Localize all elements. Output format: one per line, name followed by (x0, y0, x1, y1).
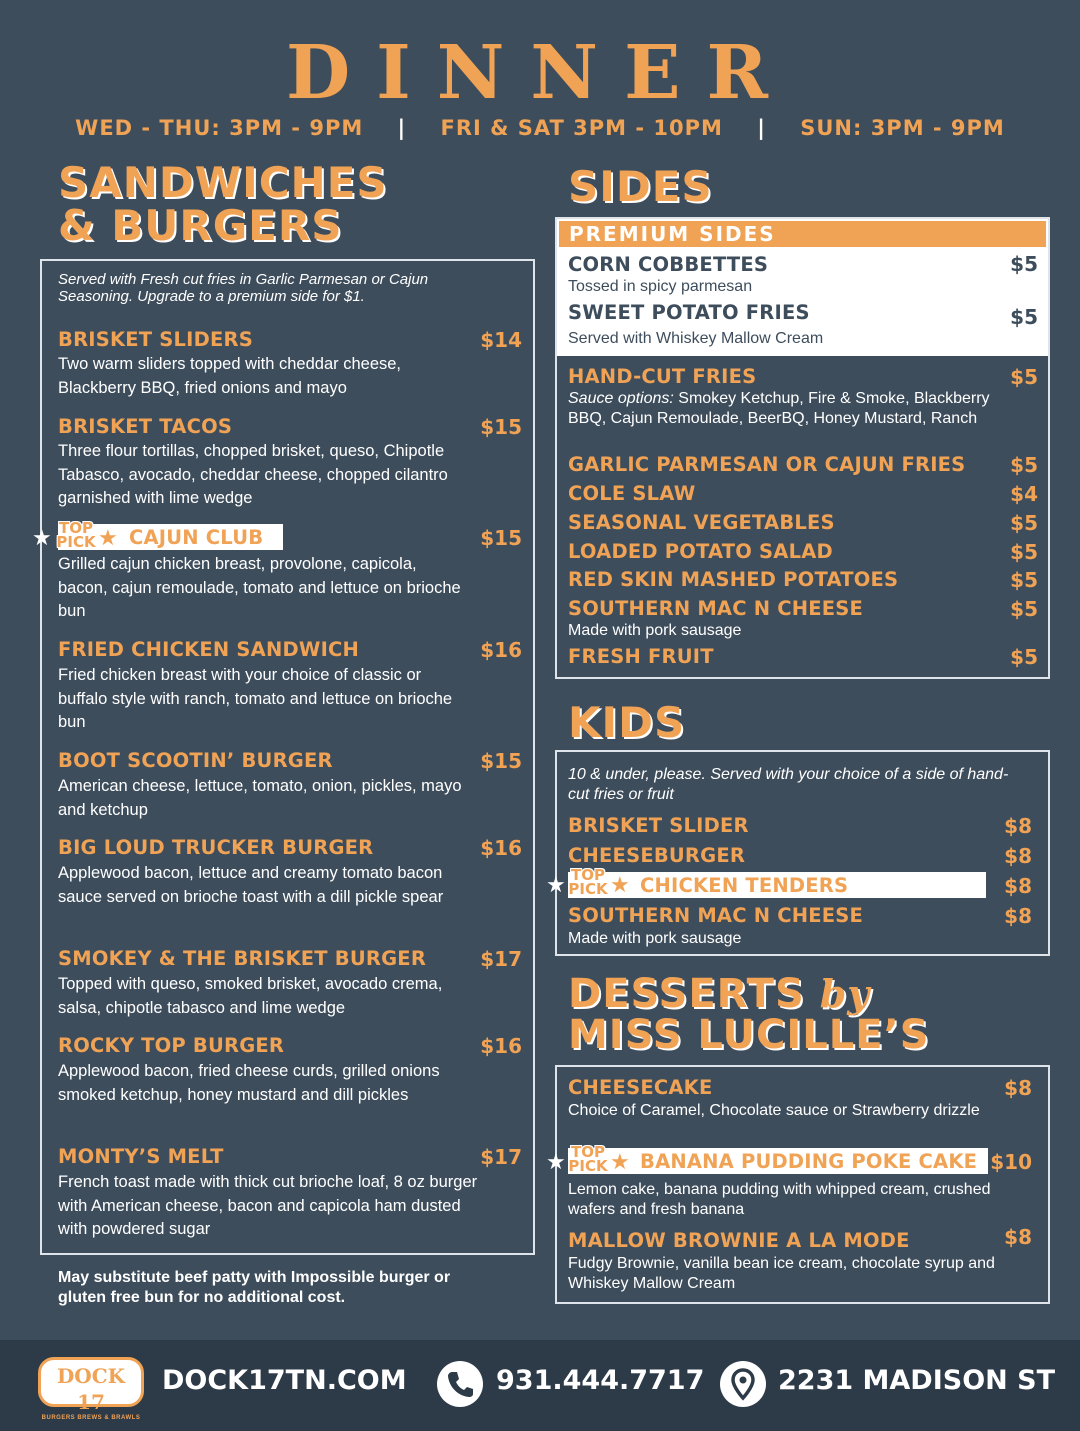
kids-note: 10 & under, please. Served with your choice of a side of hand-cut fries or fruit (568, 766, 1009, 803)
item-desc: French toast made with thick cut brioche loaf, 8 oz burger with American cheese, bacon and capicola ham dusted with powdered sugar (58, 1173, 478, 1238)
kids-item-desc: Made with pork sausage (568, 930, 742, 947)
side-desc: Made with pork sausage (568, 622, 742, 639)
kids-item-price: $8 (1004, 904, 1032, 928)
phone-icon (437, 1361, 483, 1407)
item-desc: Applewood bacon, lettuce and creamy tomato bacon sauce served on brioche toast with a dill pickle spear (58, 864, 444, 906)
kids-item-price: $8 (1004, 844, 1032, 868)
dessert-desc: Choice of Caramel, Chocolate sauce or Strawberry drizzle (568, 1102, 980, 1119)
dessert-name: MALLOW BROWNIE A LA MODE (568, 1229, 910, 1252)
item-desc: American cheese, lettuce, tomato, onion, pickles, mayo and ketchup (58, 777, 462, 819)
hours-weekend: FRI & SAT 3PM - 10PM (440, 116, 723, 140)
side-desc: Sauce options: Smokey Ketchup, Fire & Smoke, Blackberry BBQ, Cajun Remoulade, BeerBQ, Honey Mustard, Ranch (568, 390, 990, 427)
item-name: BRISKET TACOS (58, 415, 233, 438)
hours-weekday: WED - THU: 3PM - 9PM (75, 116, 364, 140)
menu-title: DINNER (286, 30, 794, 116)
premium-sides-header: PREMIUM SIDES (559, 221, 1046, 247)
side-price: $5 (1010, 568, 1038, 592)
side-name: LOADED POTATO SALAD (568, 540, 833, 563)
top-pick-badge: ★ TOP PICK ★ (546, 1143, 630, 1175)
hours-separator: | (397, 116, 407, 140)
dock17-logo: DOCK 17 BURGERS BREWS & BRAWLS (38, 1357, 144, 1407)
item-desc: Grilled cajun chicken breast, provolone, capicola, bacon, cajun remoulade, tomato and lettuce on brioche bun (58, 555, 461, 620)
item-desc: Fried chicken breast with your choice of classic or buffalo style with ranch, tomato and lettuce on brioche bun (58, 666, 453, 731)
item-price: $14 (480, 328, 522, 352)
sandwiches-note: Served with Fresh cut fries in Garlic Parmesan or Cajun Seasoning. Upgrade to a premium side for $1. (58, 271, 429, 305)
item-desc: Two warm sliders topped with cheddar cheese, Blackberry BBQ, fried onions and mayo (58, 355, 402, 397)
star-icon: ★ (32, 525, 52, 550)
item-name: BIG LOUD TRUCKER BURGER (58, 836, 374, 859)
address: 2231 MADISON ST (778, 1365, 1056, 1396)
side-price: $5 (1010, 511, 1038, 535)
item-desc: Three flour tortillas, chopped brisket, queso, Chipotle Tabasco, avocado, cheddar cheese, chopped cilantro garnished with lime wedge (58, 442, 448, 507)
dessert-name: BANANA PUDDING POKE CAKE (640, 1150, 978, 1173)
item-price: $17 (480, 947, 522, 971)
side-price: $5 (1010, 252, 1038, 276)
kids-title: KIDS (568, 698, 686, 747)
side-desc: Tossed in spicy parmesan (568, 278, 753, 295)
side-name: COLE SLAW (568, 482, 696, 505)
phone-number[interactable]: 931.444.7717 (496, 1365, 705, 1396)
item-price: $16 (480, 1034, 522, 1058)
dessert-desc: Fudgy Brownie, vanilla bean ice cream, chocolate syrup and Whiskey Mallow Cream (568, 1255, 995, 1292)
item-price: $15 (480, 415, 522, 439)
side-price: $4 (1010, 482, 1038, 506)
side-desc: Served with Whiskey Mallow Cream (568, 330, 824, 347)
kids-item-price: $8 (1004, 874, 1032, 898)
side-name: CORN COBBETTES (568, 253, 769, 276)
side-price: $5 (1010, 540, 1038, 564)
hours-sunday: SUN: 3PM - 9PM (800, 116, 1005, 140)
top-pick-badge: ★ TOP PICK ★ (32, 519, 118, 551)
star-icon: ★ (546, 872, 566, 897)
dessert-price: $8 (1004, 1225, 1032, 1249)
kids-item-name: CHEESEBURGER (568, 844, 746, 867)
side-name: GARLIC PARMESAN OR CAJUN FRIES (568, 453, 966, 476)
website-link[interactable]: DOCK17TN.COM (162, 1365, 407, 1396)
side-name: HAND-CUT FRIES (568, 365, 757, 388)
item-desc: Applewood bacon, fried cheese curds, grilled onions smoked ketchup, honey mustard and dill pickles (58, 1062, 440, 1104)
location-pin-icon (720, 1361, 766, 1407)
hours-separator: | (757, 116, 766, 140)
item-name: BRISKET SLIDERS (58, 328, 253, 351)
item-price: $17 (480, 1145, 522, 1169)
item-price: $16 (480, 836, 522, 860)
desserts-title: DESSERTS by MISS LUCILLE’S (568, 971, 930, 1058)
side-price: $5 (1010, 645, 1038, 669)
side-name: SEASONAL VEGETABLES (568, 511, 835, 534)
kids-item-price: $8 (1004, 814, 1032, 838)
kids-item-name: CHICKEN TENDERS (640, 874, 849, 897)
item-name: SMOKEY & THE BRISKET BURGER (58, 947, 427, 970)
top-pick-badge: ★ TOP PICK ★ (546, 866, 630, 898)
side-name: RED SKIN MASHED POTATOES (568, 568, 899, 591)
side-name: SWEET POTATO FRIES (568, 301, 810, 324)
item-name: MONTY’S MELT (58, 1145, 224, 1168)
item-desc: Topped with queso, smoked brisket, avocado crema, salsa, chipotle tabasco and lime wedge (58, 975, 443, 1017)
star-icon: ★ (610, 872, 630, 897)
item-name: FRIED CHICKEN SANDWICH (58, 638, 360, 661)
star-icon: ★ (98, 525, 118, 550)
dessert-price: $10 (990, 1150, 1032, 1174)
dessert-price: $8 (1004, 1076, 1032, 1100)
side-price: $5 (1010, 365, 1038, 389)
item-price: $15 (480, 526, 522, 550)
side-price: $5 (1010, 453, 1038, 477)
item-price: $16 (480, 638, 522, 662)
side-name: SOUTHERN MAC N CHEESE (568, 597, 864, 620)
item-price: $15 (480, 749, 522, 773)
side-price: $5 (1010, 305, 1038, 329)
sides-title: SIDES (568, 162, 713, 211)
dessert-name: CHEESECAKE (568, 1076, 713, 1099)
kids-item-name: BRISKET SLIDER (568, 814, 749, 837)
dessert-desc: Lemon cake, banana pudding with whipped cream, crushed wafers and fresh banana (568, 1181, 991, 1218)
item-name: BOOT SCOOTIN’ BURGER (58, 749, 333, 772)
item-name: ROCKY TOP BURGER (58, 1034, 285, 1057)
footer-bar (0, 1340, 1080, 1431)
kids-item-name: SOUTHERN MAC N CHEESE (568, 904, 864, 927)
star-icon: ★ (610, 1149, 630, 1174)
star-icon: ★ (546, 1149, 566, 1174)
item-name: CAJUN CLUB (129, 526, 264, 549)
side-price: $5 (1010, 597, 1038, 621)
side-name: FRESH FRUIT (568, 645, 714, 668)
hours-bar (0, 116, 1080, 140)
substitution-note: May substitute beef patty with Impossible burger or gluten free bun for no additional cost. (58, 1269, 451, 1306)
sandwiches-title: SANDWICHES & BURGERS (58, 158, 388, 250)
